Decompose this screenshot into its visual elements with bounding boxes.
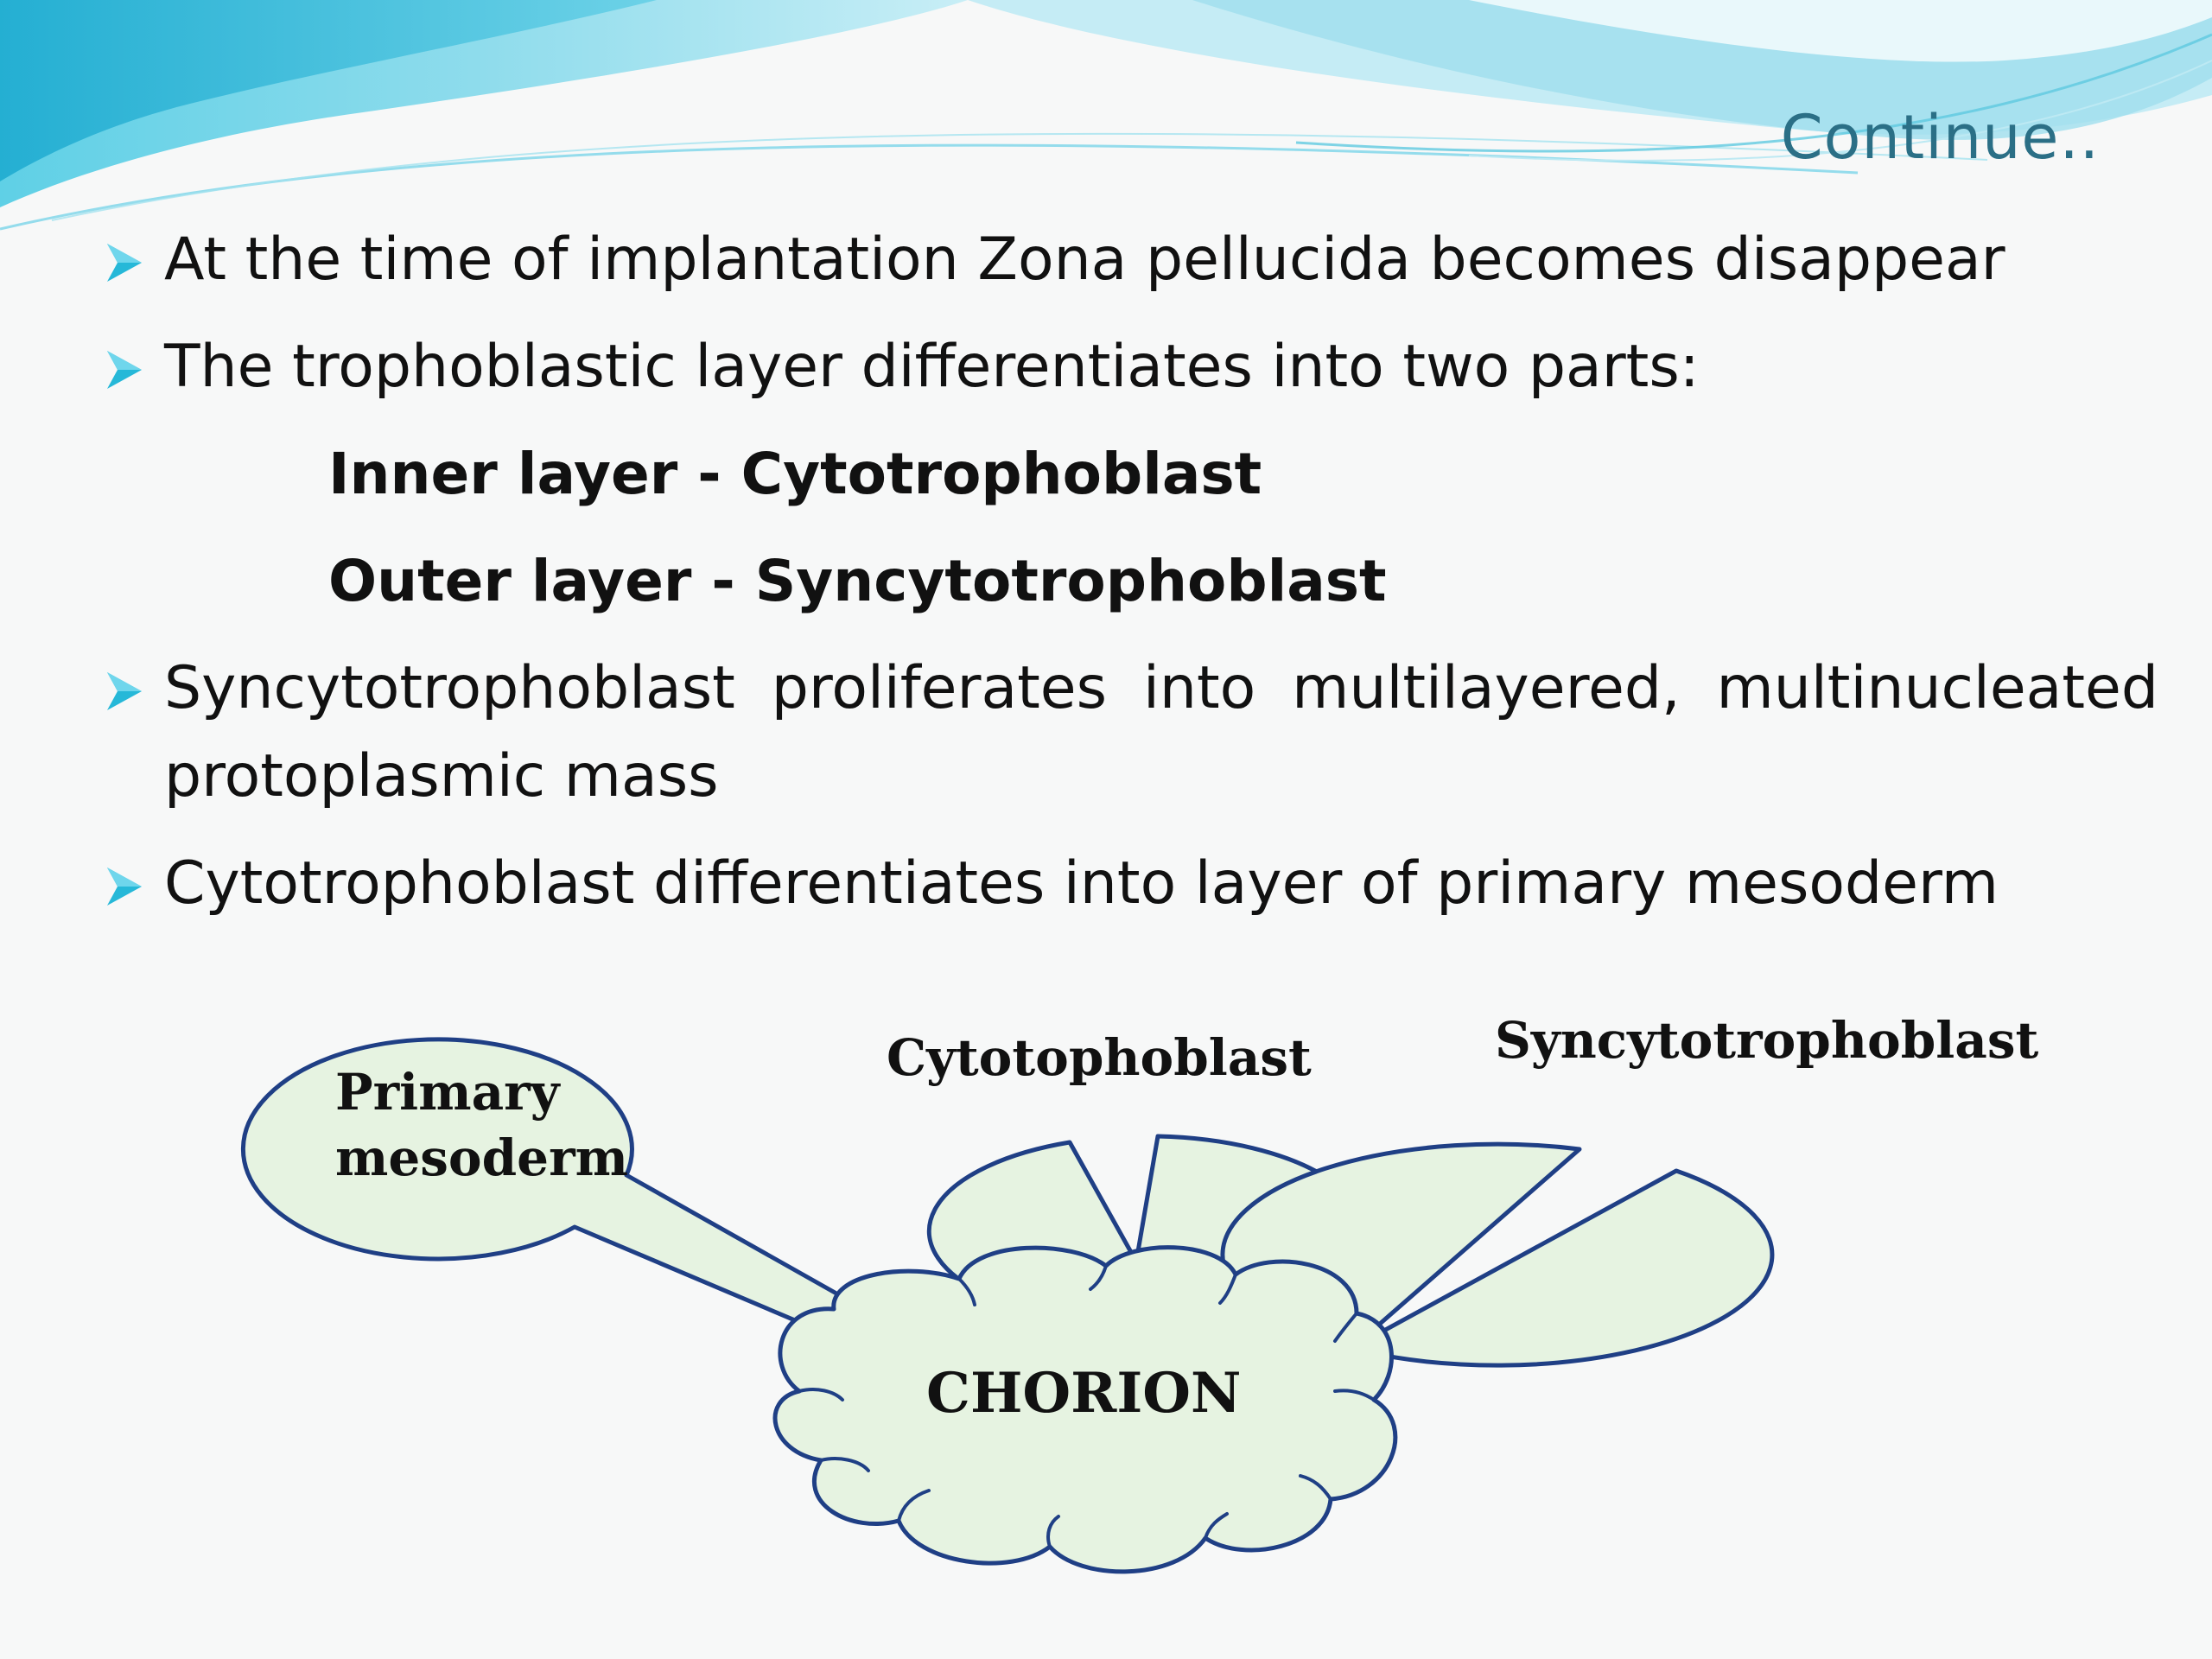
- bullet-item: [102, 840, 2158, 928]
- bullet-item: [102, 323, 2158, 411]
- bullet-text: Syncytotrophoblast proliferates into multilayered, multinucleated protoplasmic mass: [164, 654, 2158, 810]
- sub-item-outer-layer: Outer layer - Syncytotrophoblast: [328, 548, 1387, 614]
- chorion-label: CHORION: [926, 1361, 1242, 1426]
- cytotrophoblast-label: Cytotophoblast: [887, 1028, 1312, 1087]
- bullet-item: [102, 216, 2158, 304]
- arrow-bullet-icon: [102, 669, 147, 714]
- slide-title: Continue..: [1780, 102, 2100, 173]
- syncytotrophoblast-label: Syncytotrophoblast: [1495, 1011, 2039, 1070]
- chorion-diagram: [0, 942, 2212, 1659]
- bullet-list: [102, 216, 2158, 947]
- bullet-item: [102, 645, 2158, 821]
- bullet-text: At the time of implantation Zona pellucida becomes disappear: [164, 226, 2005, 294]
- arrow-bullet-icon: [102, 347, 147, 392]
- primary-mesoderm-label-line2: mesoderm: [335, 1128, 628, 1187]
- bullet-text: The trophoblastic layer differentiates into two parts:: [164, 333, 1700, 401]
- primary-mesoderm-label-line1: Primary: [335, 1063, 560, 1122]
- arrow-bullet-icon: [102, 240, 147, 285]
- sub-item-inner-layer: Inner layer - Cytotrophoblast: [328, 441, 1262, 507]
- arrow-bullet-icon: [102, 864, 147, 909]
- bullet-text: Cytotrophoblast differentiates into layer of primary mesoderm: [164, 849, 1999, 918]
